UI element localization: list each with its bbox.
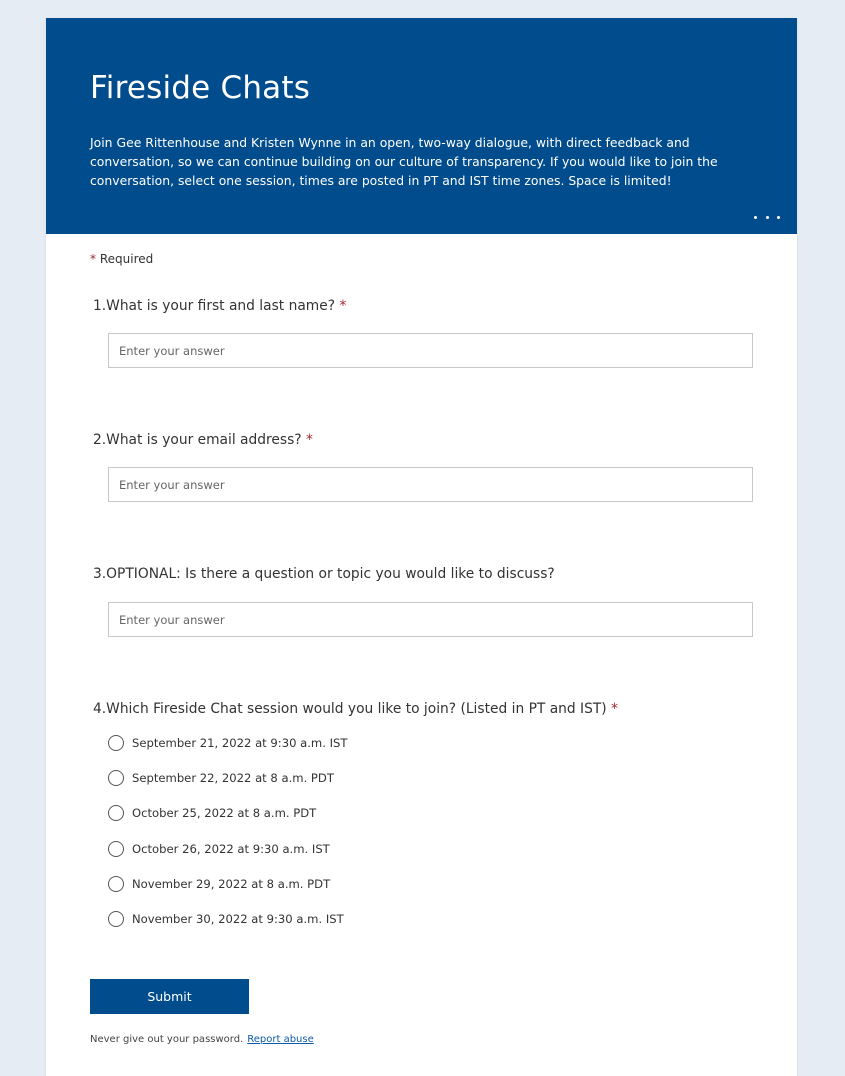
question-1-number: 1. bbox=[93, 298, 107, 314]
question-4-required-asterisk: * bbox=[611, 701, 618, 717]
question-2-required-asterisk: * bbox=[305, 432, 313, 448]
radio-unchecked-icon[interactable] bbox=[108, 735, 124, 751]
question-2-title bbox=[93, 430, 773, 450]
question-4-text: Which Fireside Chat session would you like to join? (Listed in PT and IST) bbox=[106, 701, 607, 717]
question-3-number: 3. bbox=[93, 566, 107, 582]
question-1 bbox=[93, 296, 773, 316]
session-option-label: September 22, 2022 at 8 a.m. PDT bbox=[132, 771, 334, 785]
required-note bbox=[90, 251, 153, 267]
radio-unchecked-icon[interactable] bbox=[108, 876, 124, 892]
form-card bbox=[46, 18, 797, 1076]
password-warning: Never give out your password. bbox=[90, 1034, 244, 1045]
session-option[interactable] bbox=[108, 735, 347, 751]
question-4-number: 4. bbox=[93, 701, 107, 717]
session-option-label: October 26, 2022 at 9:30 a.m. IST bbox=[132, 842, 330, 856]
more-horizontal-icon bbox=[754, 216, 757, 219]
question-2-text: What is your email address? bbox=[106, 432, 302, 448]
session-option[interactable] bbox=[108, 770, 334, 786]
footer-note bbox=[90, 1033, 314, 1047]
session-option-label: October 25, 2022 at 8 a.m. PDT bbox=[132, 806, 317, 820]
session-option-label: September 21, 2022 at 9:30 a.m. IST bbox=[132, 736, 348, 750]
topic-input[interactable] bbox=[108, 602, 753, 637]
email-address-input[interactable] bbox=[108, 467, 753, 502]
question-3-title bbox=[93, 564, 773, 584]
session-option-label: November 29, 2022 at 8 a.m. PDT bbox=[132, 877, 331, 891]
required-asterisk: * bbox=[90, 252, 96, 266]
question-1-title bbox=[93, 296, 773, 316]
session-option[interactable] bbox=[108, 876, 330, 892]
submit-button[interactable]: Submit bbox=[90, 979, 249, 1014]
question-4-title bbox=[93, 699, 773, 719]
question-1-required-asterisk: * bbox=[339, 298, 347, 314]
session-option-label: November 30, 2022 at 9:30 a.m. IST bbox=[132, 912, 344, 926]
more-options-button[interactable] bbox=[754, 208, 780, 226]
form-description: Join Gee Rittenhouse and Kristen Wynne in an open, two-way dialogue, with direct feedback and conversation, so we can continue building on our culture of transparency. If you would like to join the conversation, select one session, times are posted in PT and IST time zones. Space is limited! bbox=[90, 135, 718, 188]
question-1-text: What is your first and last name? bbox=[106, 298, 336, 314]
session-option[interactable] bbox=[108, 805, 316, 821]
session-option[interactable] bbox=[108, 911, 344, 927]
radio-unchecked-icon[interactable] bbox=[108, 805, 124, 821]
question-3 bbox=[93, 564, 773, 584]
question-4 bbox=[93, 699, 773, 926]
radio-unchecked-icon[interactable] bbox=[108, 841, 124, 857]
radio-unchecked-icon[interactable] bbox=[108, 770, 124, 786]
question-2 bbox=[93, 430, 773, 450]
question-2-number: 2. bbox=[93, 432, 107, 448]
radio-unchecked-icon[interactable] bbox=[108, 911, 124, 927]
form-title: Fireside Chats bbox=[90, 70, 311, 106]
session-option[interactable] bbox=[108, 841, 330, 857]
report-abuse-link[interactable]: Report abuse bbox=[247, 1034, 314, 1045]
form-header bbox=[46, 18, 797, 234]
required-label: Required bbox=[99, 252, 154, 266]
question-3-text: OPTIONAL: Is there a question or topic you would like to discuss? bbox=[106, 566, 555, 582]
first-last-name-input[interactable] bbox=[108, 333, 753, 368]
